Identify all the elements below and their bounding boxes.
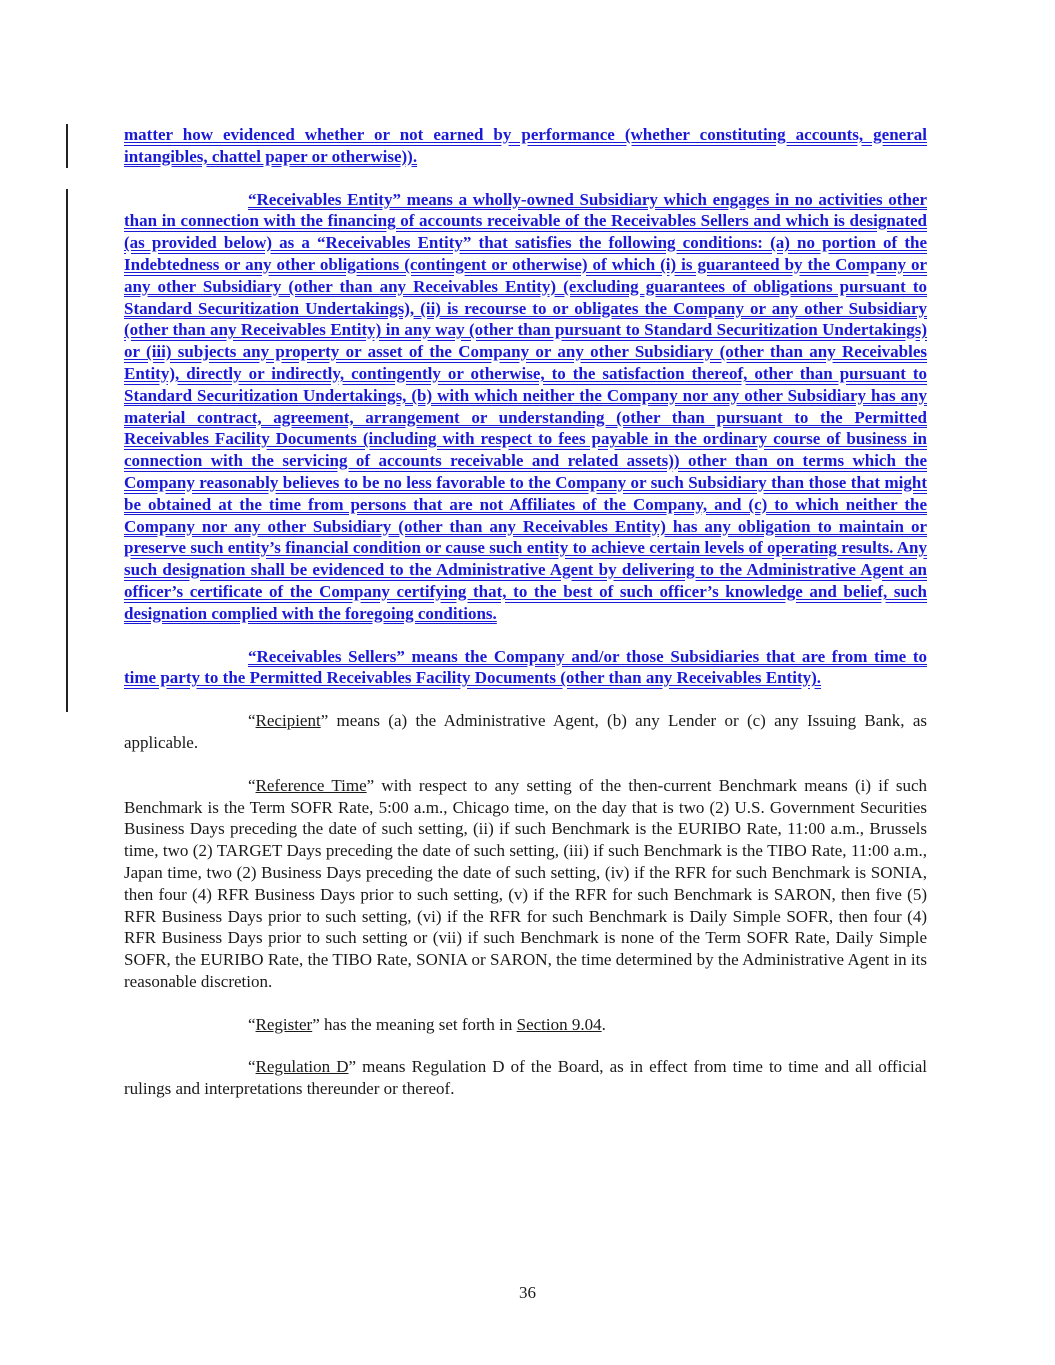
quote-open: “: [248, 711, 256, 731]
inserted-text: matter how evidenced whether or not earned by performance (whether constituting accounts, general intangibles, chattel paper or otherwise)).: [124, 125, 927, 166]
definition-receivables-entity: [124, 189, 927, 625]
page-number: 36: [519, 1283, 536, 1302]
defined-term: Reference Time: [255, 775, 367, 795]
inserted-text: “Receivables Sellers” means the Company and/or those Subsidiaries that are from time to time party to the Permitted Receivables Facility Documents (other than any Receivables Entity).: [124, 646, 927, 688]
definition-recipient: [124, 710, 927, 754]
quote-open: “: [248, 775, 256, 795]
section-reference: Section 9.04: [516, 1014, 602, 1034]
definition-text: ” with respect to any setting of the then-current Benchmark means (i) if such Benchmark is the Term SOFR Rate, 5:00 a.m., Chicago time, on the day that is two (2) U.S. Government Securities Business Days preceding the date of such setting, (ii) if such Benchmark is the EURIBO Rate, 11:00 a.m., Brussels time, two (2) TARGET Days preceding the date of such setting, (iii) if such Benchmark is the TIBO Rate, 11:00 a.m., Japan time, two (2) Business Days preceding the date of such setting, (iv) if the RFR for such Benchmark is SONIA, then four (4) RFR Business Days prior to such setting, (v) if the RFR for such Benchmark is SARON, then five (5) RFR Business Days prior to such setting, (vi) if the RFR for such Benchmark is Daily Simple SOFR, then four (4) RFR Business Days prior to such setting or (vii) if such Benchmark is none of the Term SOFR Rate, Daily Simple SOFR, the EURIBO Rate, the TIBO Rate, SONIA or SARON, the time determined by the Administrative Agent in its reasonable discretion.: [124, 775, 927, 991]
definition-receivables-sellers: [124, 646, 927, 690]
defined-term: Recipient: [255, 711, 321, 731]
definition-reference-time: [124, 775, 927, 993]
change-bar: [66, 189, 68, 669]
quote-open: “: [248, 1057, 256, 1077]
definition-text: ” has the meaning set forth in: [312, 1014, 517, 1034]
document-page: [124, 124, 927, 1121]
paragraph-continuation: [124, 124, 927, 168]
definition-regulation-d: [124, 1056, 927, 1100]
definition-register: [124, 1014, 927, 1036]
inserted-text: “Receivables Entity” means a wholly-owned Subsidiary which engages in no activities other than in connection with the financing of accounts receivable of the Receivables Sellers and which is designated (as provided below) as a “Receivables Entity” that satisfies the following conditions: (a) no portion of the Indebtedness or any other obligations (contingent or otherwise) of which (i) is guaranteed by the Company or any other Subsidiary (other than any Receivables Entity) (excluding guarantees of obligations pursuant to Standard Securitization Undertakings), (ii) is recourse to or obligates the Company or any other Subsidiary (other than any Receivables Entity) in any way (other than pursuant to Standard Securitization Undertakings) or (iii) subjects any property or asset of the Company or any other Subsidiary (other than any Receivables Entity), directly or indirectly, contingently or otherwise, to the satisfaction thereof, other than pursuant to Standard Securitization Undertakings, (b) with which neither the Company nor any other Subsidiary has any material contract, agreement, arrangement or understanding (other than pursuant to the Permitted Receivables Facility Documents (including with respect to fees payable in the ordinary course of business in connection with the servicing of accounts receivable and related assets)) other than on terms which the Company reasonably believes to be no less favorable to the Company or such Subsidiary than those that might be obtained at the time from persons that are not Affiliates of the Company, and (c) to which neither the Company nor any other Subsidiary (other than any Receivables Entity) has any obligation to maintain or preserve such entity’s financial condition or cause such entity to achieve certain levels of operating results. Any such designation shall be evidenced to the Administrative Agent by delivering to the Administrative Agent an officer’s certificate of the Company certifying that, to the best of such officer’s knowledge and belief, such designation complied with the foregoing conditions.: [124, 189, 927, 623]
definition-text: ” means Regulation D of the Board, as in effect from time to time and all official rulings and interpretations thereunder or thereof.: [124, 1057, 927, 1099]
period: .: [601, 1014, 606, 1034]
defined-term: Register: [255, 1014, 313, 1034]
definition-text: ” means (a) the Administrative Agent, (b) any Lender or (c) any Issuing Bank, as applicable.: [124, 711, 927, 752]
quote-open: “: [248, 1014, 256, 1034]
defined-term: Regulation D: [255, 1057, 349, 1077]
change-bar: [66, 124, 68, 168]
change-bar: [66, 646, 68, 712]
